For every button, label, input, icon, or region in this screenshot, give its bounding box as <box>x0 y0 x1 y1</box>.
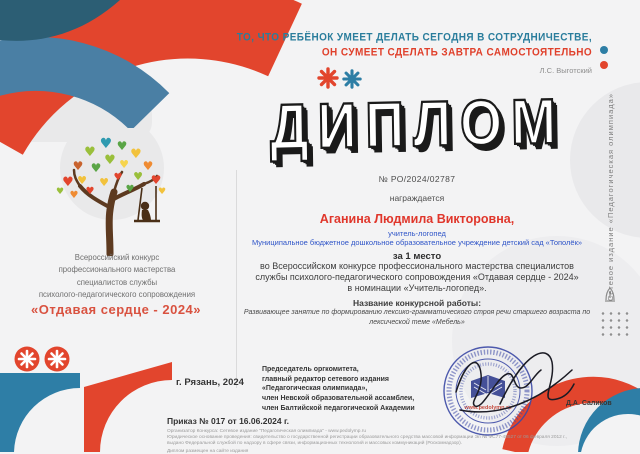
blue-asterisk-icon <box>342 69 362 89</box>
signer-title-line: Председатель оргкомитета, <box>262 366 359 373</box>
svg-text:♥: ♥ <box>77 174 87 187</box>
svg-text:♥: ♥ <box>113 172 123 183</box>
quote-attribution: Л.С. Выготский <box>539 66 592 75</box>
svg-text:♥: ♥ <box>142 159 154 173</box>
signer-name: Д.А. Саликов <box>566 400 612 407</box>
diploma-title: ДИПЛОМ <box>269 86 566 164</box>
svg-text:♥: ♥ <box>157 187 167 197</box>
svg-text:♥: ♥ <box>62 175 74 190</box>
organizer-line: Всероссийский конкурс <box>74 253 160 262</box>
recipient-institution: Муниципальное бюджетное дошкольное образовательное учреждение детский сад «Тополёк» <box>251 238 583 247</box>
svg-text:♥: ♥ <box>55 187 65 197</box>
diploma-number: № РО/2024/02787 <box>378 174 456 184</box>
award-line: в номинации «Учитель-логопед». <box>347 282 487 293</box>
award-line: во Всероссийском конкурсе профессионального мастерства специалистов <box>260 261 574 271</box>
svg-text:♥: ♥ <box>72 159 84 173</box>
red-asterisk-icon <box>317 67 339 89</box>
fine-print-line: Юридическое основание проведения: свидетельство о государственной регистрации образовательного средства массовой информации Эл № ФС77-48527 от 06 февраля 2012 г., <box>167 434 568 440</box>
quote-line-2: ОН СУМЕЕТ СДЕЛАТЬ ЗАВТРА САМОСТОЯТЕЛЬНО <box>321 46 592 59</box>
flower-badge-icon <box>45 347 70 372</box>
svg-text:♥: ♥ <box>99 136 113 152</box>
flower-badge-icon <box>15 347 40 372</box>
svg-text:♥: ♥ <box>69 190 79 201</box>
red-dot-icon <box>600 61 608 69</box>
svg-text:♥: ♥ <box>104 153 116 168</box>
city-year: г. Рязань, 2024 <box>176 377 244 388</box>
svg-text:♥: ♥ <box>125 184 135 195</box>
signature <box>442 338 577 418</box>
fine-print-partial-line: Диплом размещен на сайте издания <box>167 449 249 454</box>
award-place: за 1 место <box>392 251 442 262</box>
svg-text:♥: ♥ <box>119 158 129 171</box>
blue-dot-icon <box>600 46 608 54</box>
svg-text:♥: ♥ <box>150 173 162 187</box>
award-description <box>238 261 596 293</box>
fine-print-line: выдано Федеральной службой по надзору в сфере связи, информационных технологий и массовых коммуникаций (Роскомнадзор). <box>167 440 463 446</box>
svg-text:♥: ♥ <box>99 176 109 189</box>
work-title-line: лексической теме «Мебель» <box>369 318 465 326</box>
vertical-divider <box>236 170 237 388</box>
contest-name: «Отдавая сердце - 2024» <box>30 302 202 317</box>
organizer-line: психолого-педагогического сопровождения <box>38 290 196 300</box>
organizer-line: профессионального мастерства <box>58 265 176 275</box>
organizer-line: специалистов службы <box>76 277 158 287</box>
mini-emblem-icon <box>602 286 618 304</box>
fine-print <box>167 429 587 446</box>
heart-tree-logo <box>38 128 190 256</box>
work-title-label: Название конкурсной работы: <box>352 298 482 308</box>
work-title-line: Развивающее занятие по формированию лексико-грамматического строя речи старшего возраста по <box>243 309 591 316</box>
signer-title-line: член Балтийской педагогической Академии <box>262 404 415 412</box>
quote-line-1: ТО, ЧТО РЕБЁНОК УМЕЕТ ДЕЛАТЬ СЕГОДНЯ В СОТРУДНИЧЕСТВЕ, <box>236 32 592 44</box>
award-line: службы психолого-педагогического сопровождения «Отдавая сердце - 2024» <box>255 271 579 282</box>
signer-title-line: член Невской образовательной ассамблеи, <box>262 395 415 403</box>
svg-text:♥: ♥ <box>85 186 95 197</box>
seal-url: www.pedolymp.ru <box>464 405 512 411</box>
signer-title-line: «Педагогическая олимпиада», <box>262 385 368 393</box>
svg-text:♥: ♥ <box>116 139 128 153</box>
svg-text:♥: ♥ <box>130 147 142 162</box>
order-reference: Приказ № 017 от 16.06.2024 г. <box>167 416 290 426</box>
recipient-name: Аганина Людмила Викторовна, <box>319 212 515 226</box>
work-title <box>238 308 596 327</box>
side-vertical-label: Сетевое издание «Педагогическая олимпиада» <box>606 92 615 301</box>
svg-text:♥: ♥ <box>133 170 143 183</box>
recipient-role: учитель-логопед <box>388 229 446 238</box>
awarded-label: награждается <box>389 193 445 203</box>
dots-grid-decoration <box>599 310 630 337</box>
svg-text:♥: ♥ <box>90 161 102 175</box>
svg-text:♥: ♥ <box>84 145 96 160</box>
contest-organizer-text <box>8 252 226 302</box>
fine-print-line: Организатор Конкурса: Сетевое издание "Педагогическая олимпиада" - www.pedolymp.ru <box>167 429 366 434</box>
quote-block <box>237 31 592 60</box>
signer-title-line: главный редактор сетевого издания <box>262 375 389 383</box>
